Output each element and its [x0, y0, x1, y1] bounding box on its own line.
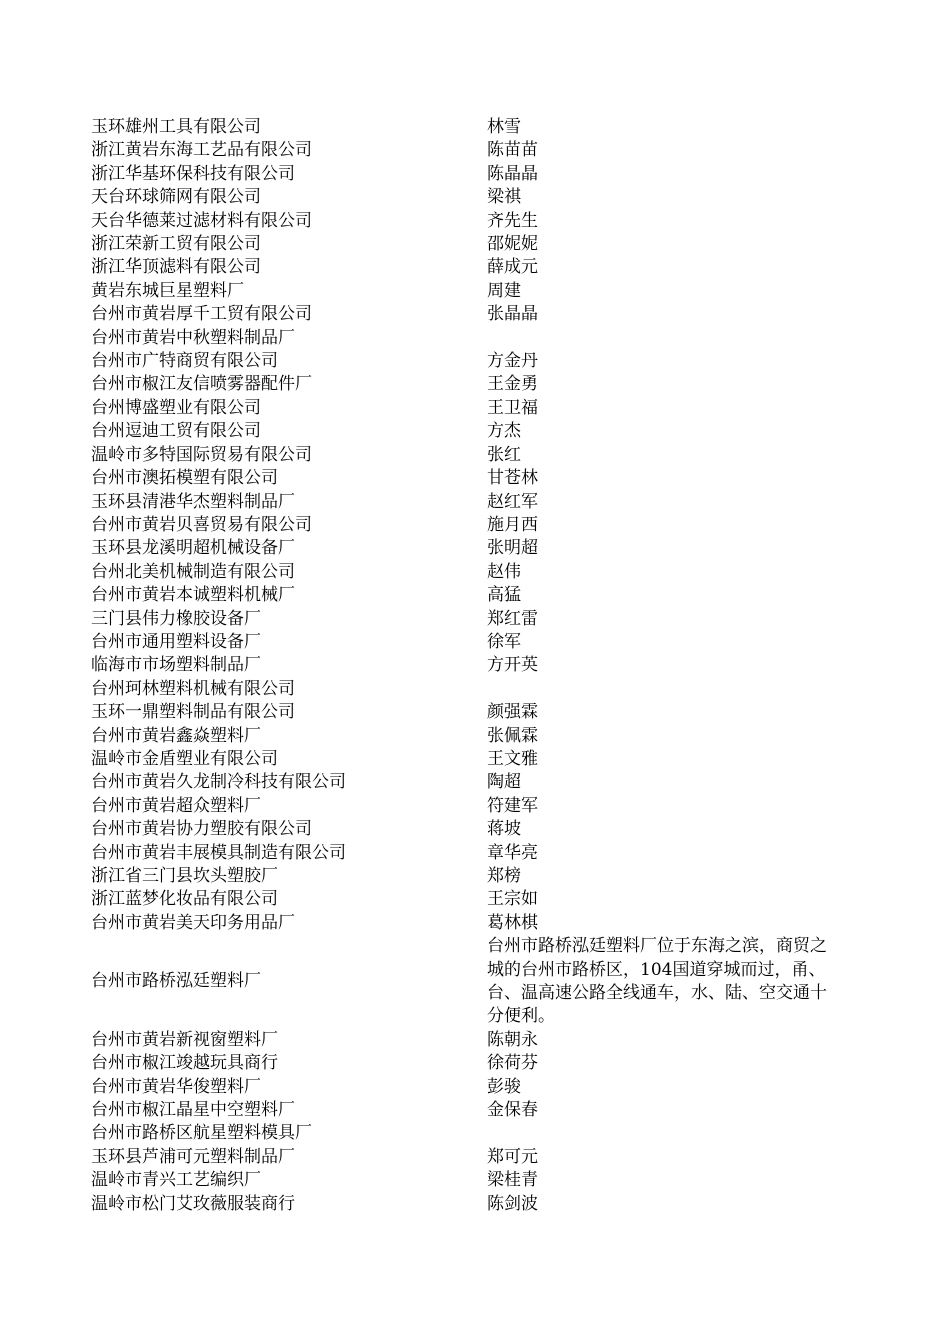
table-row — [91, 701, 851, 724]
contact-cell: 周建 — [487, 280, 521, 301]
table-row — [91, 631, 851, 654]
company-name-cell: 台州市黄岩华俊塑料厂 — [91, 1076, 261, 1097]
table-row — [91, 186, 851, 209]
table-row — [91, 491, 851, 514]
company-name-cell: 温岭市金盾塑业有限公司 — [91, 748, 278, 769]
table-row — [91, 1076, 851, 1099]
contact-cell: 张晶晶 — [487, 304, 538, 325]
contact-cell: 葛林棋 — [487, 912, 538, 933]
table-row — [91, 350, 851, 373]
table-row — [91, 1029, 851, 1052]
table-row — [91, 865, 851, 888]
contact-cell: 高猛 — [487, 585, 521, 606]
contact-cell: 郑红雷 — [487, 608, 538, 629]
contact-cell: 邵妮妮 — [487, 234, 538, 255]
company-name-cell: 台州市黄岩协力塑胶有限公司 — [91, 819, 312, 840]
table-row — [91, 1169, 851, 1192]
company-name-cell: 台州市黄岩超众塑料厂 — [91, 795, 261, 816]
contact-cell: 彭骏 — [487, 1076, 521, 1097]
company-name-cell: 玉环县芦浦可元塑料制品厂 — [91, 1146, 295, 1167]
table-row — [91, 397, 851, 420]
contact-cell: 王金勇 — [487, 374, 538, 395]
company-name-cell: 台州市澳拓模塑有限公司 — [91, 468, 278, 489]
company-name-cell: 黄岩东城巨星塑料厂 — [91, 280, 244, 301]
company-name-cell: 浙江荣新工贸有限公司 — [91, 234, 261, 255]
contact-cell: 陈苗苗 — [487, 140, 538, 161]
company-name-cell: 玉环县清港华杰塑料制品厂 — [91, 491, 295, 512]
company-name-cell: 浙江华顶滤料有限公司 — [91, 257, 261, 278]
contact-cell: 徐荷芬 — [487, 1053, 538, 1074]
contact-cell: 张佩霖 — [487, 725, 538, 746]
table-row — [91, 912, 851, 935]
contact-cell: 林雪 — [487, 117, 521, 137]
contact-cell: 施月西 — [487, 514, 538, 535]
contact-cell: 赵伟 — [487, 561, 521, 582]
contact-cell: 章华亮 — [487, 842, 538, 863]
contact-cell: 梁桂青 — [487, 1170, 538, 1191]
company-name-cell: 台州市椒江竣越玩具商行 — [91, 1053, 278, 1074]
contact-cell: 符建军 — [487, 795, 538, 816]
company-name-cell: 台州市黄岩新视窗塑料厂 — [91, 1029, 278, 1050]
contact-cell: 台州市路桥泓廷塑料厂位于东海之滨，商贸之城的台州市路桥区，104国道穿城而过，甬、台、温高速公路全线通车，水、陆、空交通十分便利。 — [487, 936, 827, 1027]
company-name-cell: 天台环球筛网有限公司 — [91, 187, 261, 208]
company-name-cell: 浙江黄岩东海工艺品有限公司 — [91, 140, 312, 161]
company-name-cell: 台州北美机械制造有限公司 — [91, 561, 295, 582]
company-name-cell: 玉环雄州工具有限公司 — [91, 117, 261, 137]
table-row — [91, 467, 851, 490]
company-name-cell: 台州市黄岩中秋塑料制品厂 — [91, 327, 295, 348]
table-row — [91, 561, 851, 584]
company-name-cell: 玉环一鼎塑料制品有限公司 — [91, 702, 295, 723]
contact-cell: 金保春 — [487, 1100, 538, 1121]
company-name-cell: 台州市路桥区航星塑料模具厂 — [91, 1123, 312, 1144]
company-name-cell: 台州市黄岩丰展模具制造有限公司 — [91, 842, 346, 863]
table-row — [91, 373, 851, 396]
contact-cell: 方金丹 — [487, 351, 538, 372]
table-row — [91, 420, 851, 443]
contact-cell: 王宗如 — [487, 889, 538, 910]
company-name-cell: 浙江蓝梦化妆品有限公司 — [91, 889, 278, 910]
contact-cell: 张明超 — [487, 538, 538, 559]
table-row — [91, 1193, 851, 1216]
spreadsheet-table — [91, 116, 851, 1216]
contact-cell: 方杰 — [487, 421, 521, 442]
table-row — [91, 280, 851, 303]
table-row — [91, 888, 851, 911]
contact-cell: 陈剑波 — [487, 1193, 538, 1214]
contact-cell: 甘苍林 — [487, 468, 538, 489]
table-row — [91, 725, 851, 748]
contact-cell: 郑榜 — [487, 866, 521, 886]
company-name-cell: 台州市黄岩久龙制冷科技有限公司 — [91, 772, 346, 793]
contact-cell: 陈朝永 — [487, 1029, 538, 1050]
table-row — [91, 654, 851, 677]
company-name-cell: 台州市黄岩本诚塑料机械厂 — [91, 585, 295, 606]
contact-cell: 方开英 — [487, 655, 538, 676]
contact-cell: 郑可元 — [487, 1146, 538, 1167]
contact-cell: 陈晶晶 — [487, 163, 538, 184]
company-name-cell: 台州市广特商贸有限公司 — [91, 351, 278, 372]
table-row — [91, 748, 851, 771]
company-name-cell: 台州市通用塑料设备厂 — [91, 631, 261, 652]
table-row — [91, 678, 851, 701]
company-name-cell: 天台华德莱过滤材料有限公司 — [91, 210, 312, 231]
company-name-cell: 台州市黄岩美天印务用品厂 — [91, 912, 295, 933]
company-name-cell: 温岭市多特国际贸易有限公司 — [91, 444, 312, 465]
table-row — [91, 163, 851, 186]
company-name-cell: 温岭市松门艾玫薇服装商行 — [91, 1193, 295, 1214]
table-row — [91, 795, 851, 818]
company-name-cell: 浙江华基环保科技有限公司 — [91, 163, 295, 184]
contact-cell: 薛成元 — [487, 257, 538, 278]
company-name-cell: 台州市黄岩厚千工贸有限公司 — [91, 304, 312, 325]
table-row — [91, 1122, 851, 1145]
contact-cell: 赵红军 — [487, 491, 538, 512]
contact-cell: 齐先生 — [487, 210, 538, 231]
contact-cell: 王卫福 — [487, 397, 538, 418]
table-row — [91, 514, 851, 537]
table-row — [91, 210, 851, 233]
contact-cell: 陶超 — [487, 772, 521, 793]
table-row — [91, 584, 851, 607]
company-name-cell: 台州市黄岩鑫焱塑料厂 — [91, 725, 261, 746]
table-row — [91, 116, 851, 139]
company-name-cell: 台州逗迪工贸有限公司 — [91, 421, 261, 442]
company-name-cell: 台州市椒江友信喷雾器配件厂 — [91, 374, 312, 395]
table-row — [91, 771, 851, 794]
company-name-cell: 台州博盛塑业有限公司 — [91, 397, 261, 418]
contact-cell: 颜强霖 — [487, 702, 538, 723]
contact-cell: 蒋坡 — [487, 819, 521, 840]
table-row — [91, 1146, 851, 1169]
table-row — [91, 139, 851, 162]
table-row — [91, 537, 851, 560]
company-name-cell: 台州市黄岩贝喜贸易有限公司 — [91, 514, 312, 535]
table-row — [91, 303, 851, 326]
table-row — [91, 1052, 851, 1075]
company-name-cell: 台州市路桥泓廷塑料厂 — [91, 971, 261, 992]
table-row — [91, 256, 851, 279]
table-row — [91, 1099, 851, 1122]
contact-cell: 徐军 — [487, 631, 521, 652]
table-row — [91, 818, 851, 841]
contact-cell: 王文雅 — [487, 748, 538, 769]
company-name-cell: 临海市市场塑料制品厂 — [91, 655, 261, 676]
company-name-cell: 温岭市青兴工艺编织厂 — [91, 1170, 261, 1191]
contact-cell: 梁祺 — [487, 187, 521, 208]
company-name-cell: 台州市椒江晶星中空塑料厂 — [91, 1100, 295, 1121]
table-row — [91, 608, 851, 631]
table-row — [91, 327, 851, 350]
company-name-cell: 三门县伟力橡胶设备厂 — [91, 608, 261, 629]
company-name-cell: 玉环县龙溪明超机械设备厂 — [91, 538, 295, 559]
table-row — [91, 233, 851, 256]
company-name-cell: 台州珂林塑料机械有限公司 — [91, 678, 295, 699]
table-row — [91, 935, 851, 1029]
company-name-cell: 浙江省三门县坎头塑胶厂 — [91, 866, 278, 886]
table-row — [91, 444, 851, 467]
table-row — [91, 842, 851, 865]
contact-cell: 张红 — [487, 444, 521, 465]
